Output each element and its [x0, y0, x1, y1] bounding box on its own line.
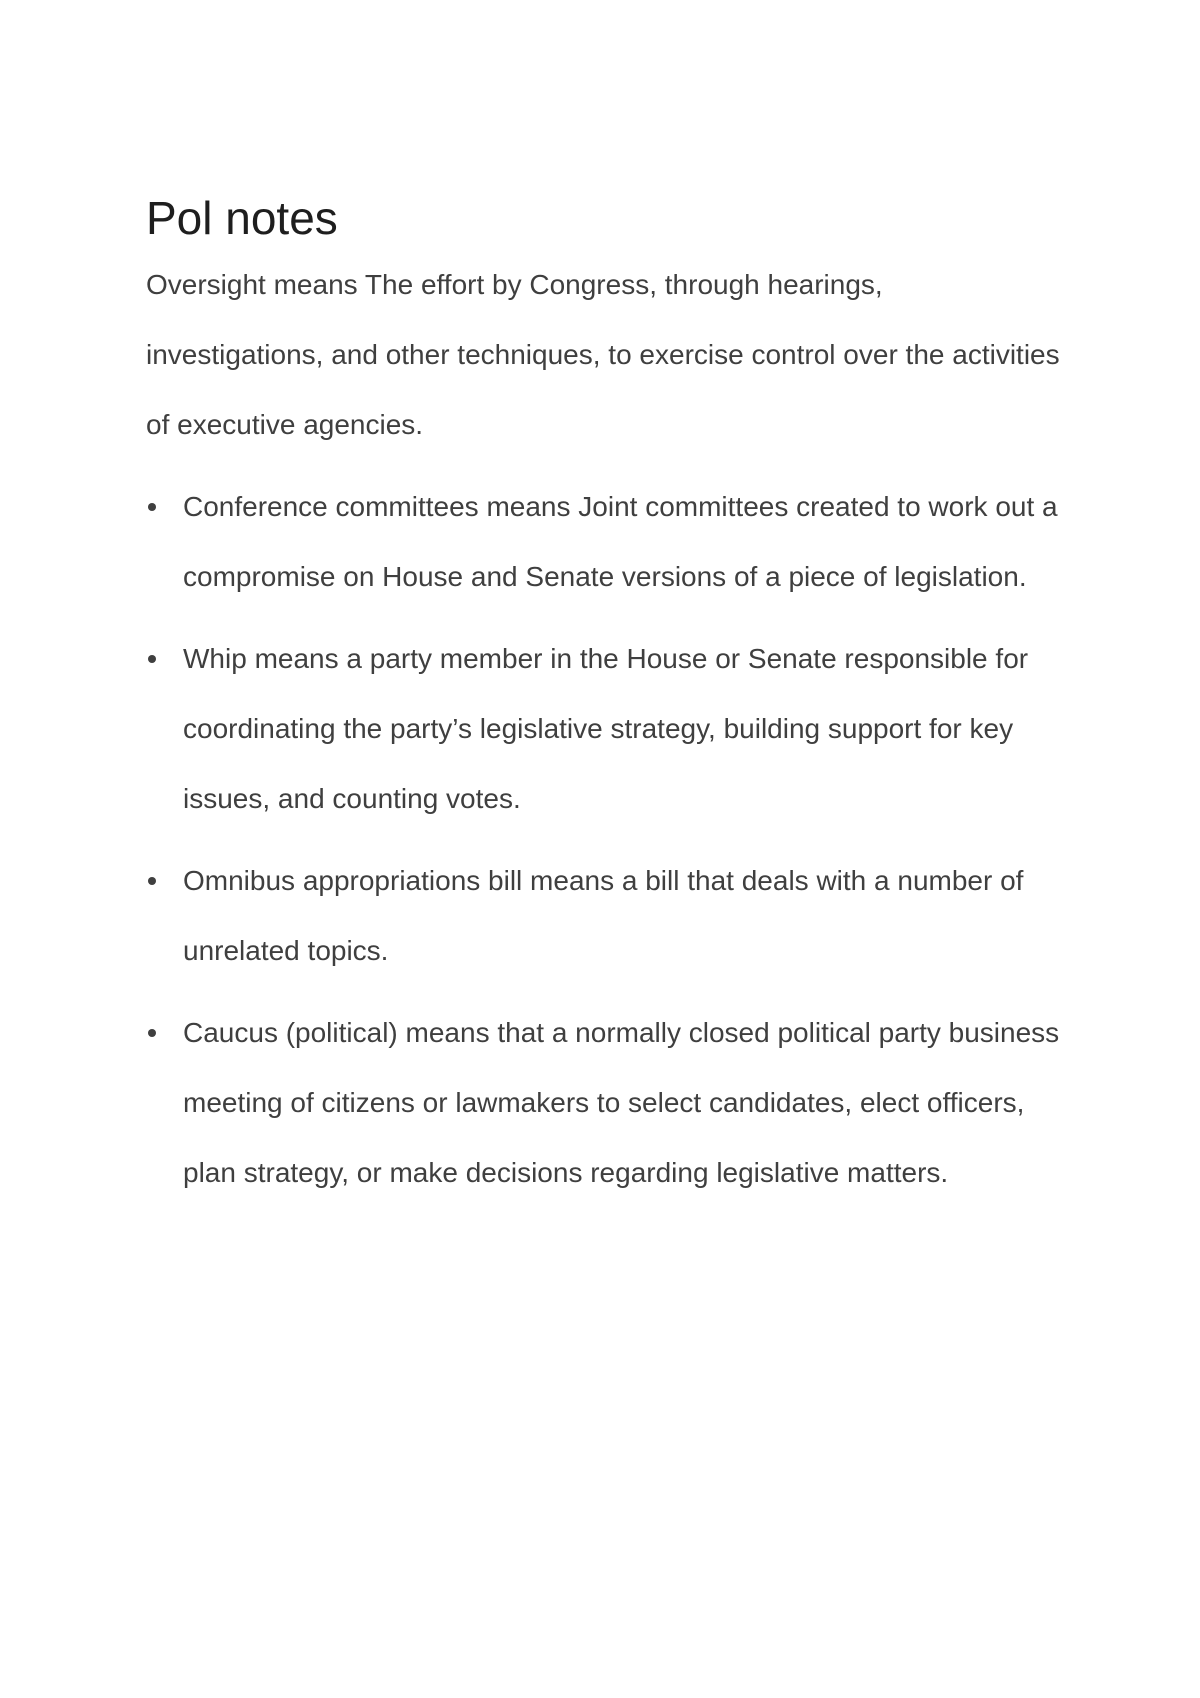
definition-list: [146, 472, 1066, 1208]
bullet-icon: [148, 1029, 156, 1037]
list-item-text: Omnibus appropriations bill means a bill that deals with a number of unrelated topics.: [183, 865, 1024, 966]
list-item-text: Caucus (political) means that a normally closed political party business meeting of citizens or lawmakers to select candidates, elect officers, plan strategy, or make decisions regarding legislative matters.: [183, 1017, 1060, 1188]
list-item: [146, 624, 1066, 834]
document-content: [146, 190, 1066, 1220]
list-item: [146, 472, 1066, 612]
document-title: Pol notes: [146, 192, 338, 244]
list-item-text: Whip means a party member in the House or Senate responsible for coordinating the party’s legislative strategy, building support for key issues, and counting votes.: [183, 643, 1029, 814]
bullet-icon: [148, 655, 156, 663]
list-item: [146, 998, 1066, 1208]
list-item-text: Conference committees means Joint committees created to work out a compromise on House and Senate versions of a piece of legislation.: [183, 491, 1058, 592]
bullet-icon: [148, 503, 156, 511]
bullet-icon: [148, 877, 156, 885]
intro-paragraph: Oversight means The effort by Congress, through hearings, investigations, and other techniques, to exercise control over the activities of executive agencies.: [146, 269, 1060, 440]
list-item: [146, 846, 1066, 986]
